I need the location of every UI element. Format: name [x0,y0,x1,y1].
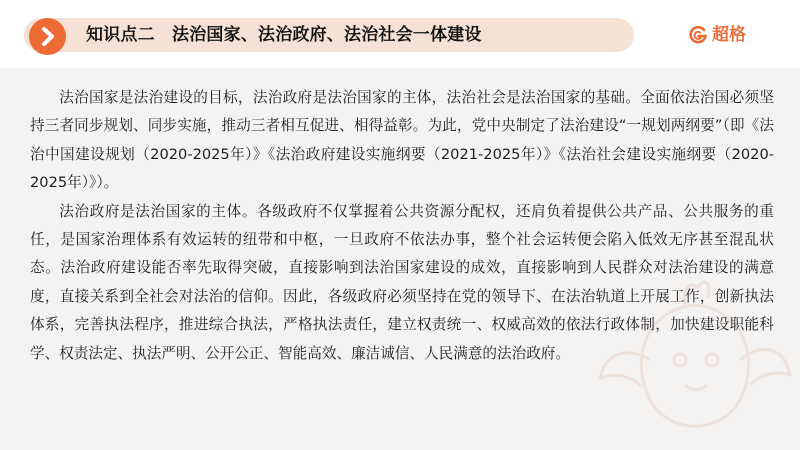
content-body [30,84,774,368]
page-title: 知识点二 法治国家、法治政府、法治社会一体建设 [86,25,482,45]
brand-logo [688,22,746,48]
chevron-right-icon [29,18,66,55]
paragraph: 法治政府是法治国家的主体。各级政府不仅掌握着公共资源分配权，还肩负着提供公共产品、公共服务的重任，是国家治理体系有效运转的纽带和中枢，一旦政府不依法办事，整个社会运转便会陷入低效无序甚至混乱状态。法治政府建设能否率先取得突破，直接影响到法治国家建设的成效，直接影响到人民群众对法治建设的满意度，直接关系到全社会对法治的信仰。因此，各级政府必须坚持在党的领导下、在法治轨道上开展工作，创新执法体系，完善执法程序，推进综合执法，严格执法责任，建立权责统一、权威高效的依法行政体制，加快建设职能科学、权责法定、执法严明、公开公正、智能高效、廉洁诚信、人民满意的法治政府。 [30,202,774,362]
g-mark-icon [688,25,708,45]
paragraph: 法治国家是法治建设的目标，法治政府是法治国家的主体，法治社会是法治国家的基础。全面依法治国必须坚持三者同步规划、同步实施，推动三者相互促进、相得益彰。为此，党中央制定了法治建设“一规划两纲要”（即《法治中国建设规划（2020-2025年）》《法治政府建设实施纲要（2021-2025年）》《法治社会建设实施纲要（2020-2025年）》）。 [30,89,774,192]
logo-text: 超格 [712,25,746,45]
